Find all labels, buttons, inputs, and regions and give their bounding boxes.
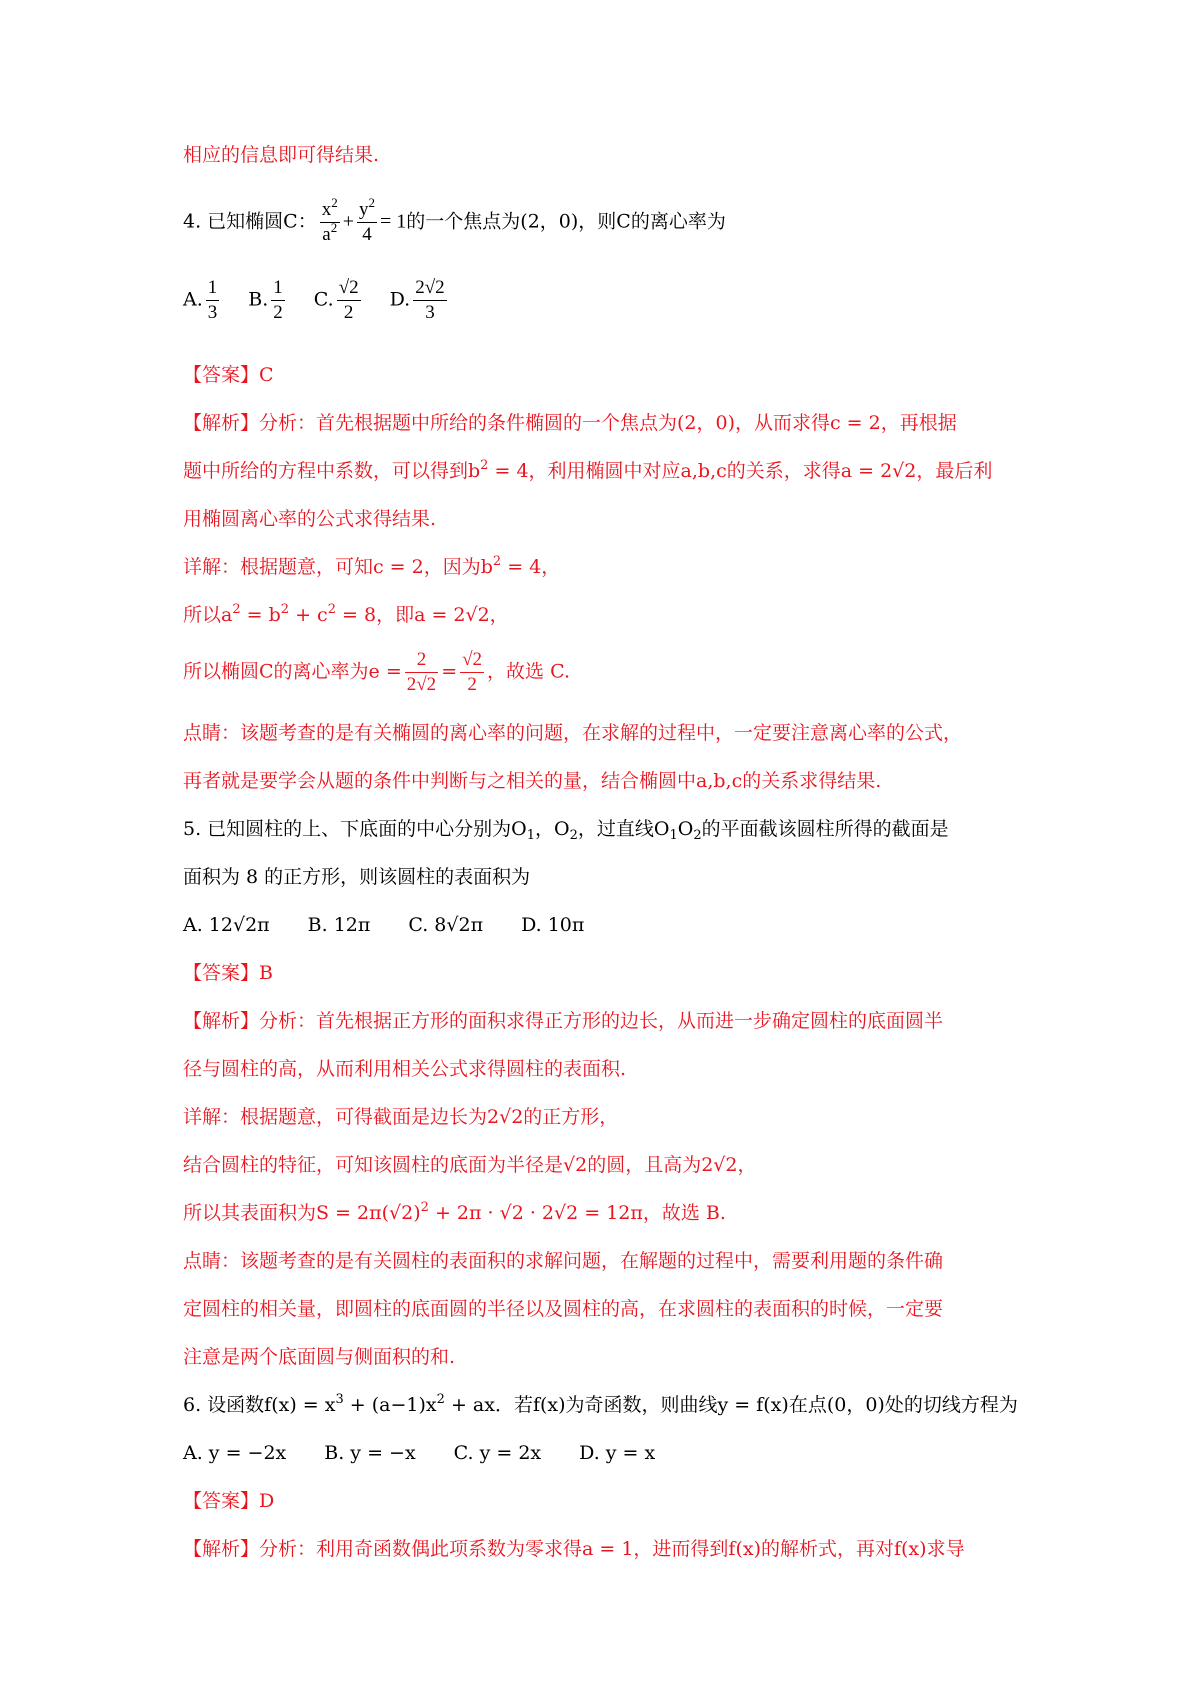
detail-line: 详解：根据题意，可知c = 2，因为$b^2 = 4$， (183, 554, 561, 578)
comment-line: 注意是两个底面圆与侧面积的和. (183, 1346, 456, 1368)
option-c-label: C. (313, 288, 334, 311)
option-b-value: $\frac{1}{2}$ (273, 277, 283, 323)
detail-line: 所以椭圆C的离心率为e = $\frac{2}{2√2}$ = $\frac{√2}{2}$ ，故选 C. (183, 649, 570, 695)
answer-line: 【答案】D (183, 1490, 275, 1512)
comment-line: 点睛：该题考查的是有关圆柱的表面积的求解问题，在解题的过程中，需要利用题的条件确 (183, 1250, 944, 1272)
question-5-options: A. 12√2π B. 12π C. 8√2π D. 10π (183, 914, 585, 936)
detail-line: 所以其表面积为$S = 2\pi(√2)^2 + 2\pi \cdot √2 \cdot 2√2 = 12\pi$，故选 B. (183, 1200, 726, 1224)
question-6-stem: 6. 设函数$f(x) = x^3 + (a-1)x^2$ + ax．若f(x)为奇函数，则曲线y = f(x)在点(0，0)处的切线方程为 (183, 1392, 1018, 1416)
question-5-stem: 面积为 8 的正方形，则该圆柱的表面积为 (183, 866, 531, 888)
answer-line: 【答案】B (183, 962, 273, 984)
question-4-stem (183, 195, 1023, 247)
comment-line: 点睛：该题考查的是有关椭圆的离心率的问题，在求解的过程中，一定要注意离心率的公式， (183, 722, 963, 744)
analysis-line: 题中所给的方程中系数，可以得到$b^2 = 4$，利用椭圆中对应a,b,c的关系，求得a = 2√2，最后利 (183, 458, 993, 482)
option-a-label: A. (183, 288, 203, 311)
plus-sign: + (342, 210, 354, 233)
option-b-label: B. (248, 288, 269, 311)
comment-line: 定圆柱的相关量，即圆柱的底面圆的半径以及圆柱的高，在求圆柱的表面积的时候，一定要 (183, 1298, 944, 1320)
comment-line: 再者就是要学会从题的条件中判断与之相关的量，结合椭圆中a,b,c的关系求得结果. (183, 770, 882, 792)
stem-text: 4. 已知椭圆C： (183, 210, 317, 233)
question-5-stem: 5. 已知圆柱的上、下底面的中心分别为$O_1$，$O_2$，过直线$O_1O_2$的平面截该圆柱所得的截面是 (183, 818, 949, 843)
equation-rhs: = 1 (380, 210, 407, 233)
fraction: $\frac{y^2}{4}$ (359, 195, 375, 245)
detail-line: 结合圆柱的特征，可知该圆柱的底面为半径是√2的圆，且高为2√2， (183, 1154, 757, 1176)
stem-text: 的一个焦点为(2，0)，则C的离心率为 (406, 210, 726, 233)
analysis-line: 径与圆柱的高，从而利用相关公式求得圆柱的表面积. (183, 1058, 627, 1080)
question-6-options: A. y = −2x B. y = −x C. y = 2x D. y = x (183, 1442, 656, 1464)
analysis-line: 【解析】分析：首先根据正方形的面积求得正方形的边长，从而进一步确定圆柱的底面圆半 (183, 1010, 944, 1032)
text-line: 相应的信息即可得结果. (183, 144, 380, 166)
fraction: $\frac{x^2}{a^2}$ (321, 195, 338, 245)
option-d-label: D. (389, 288, 411, 311)
analysis-line: 【解析】分析：首先根据题中所给的条件椭圆的一个焦点为(2，0)，从而求得c = 2，再根据 (183, 412, 957, 434)
detail-line: 详解：根据题意，可得截面是边长为2√2的正方形， (183, 1106, 619, 1128)
analysis-line: 用椭圆离心率的公式求得结果. (183, 508, 437, 530)
option-d-value: $\frac{2√2}{3}$ (415, 277, 445, 323)
option-a-value: $\frac{1}{3}$ (207, 277, 218, 323)
question-4-options (183, 276, 1023, 325)
detail-line: 所以$a^2 = b^2 + c^2 = 8$，即a = 2√2， (183, 602, 509, 626)
analysis-line: 【解析】分析：利用奇函数偶此项系数为零求得a = 1，进而得到f(x)的解析式，再对f(x)求导 (183, 1538, 965, 1560)
option-c-value: $\frac{√2}{2}$ (338, 277, 359, 323)
answer-line: 【答案】C (183, 364, 274, 386)
